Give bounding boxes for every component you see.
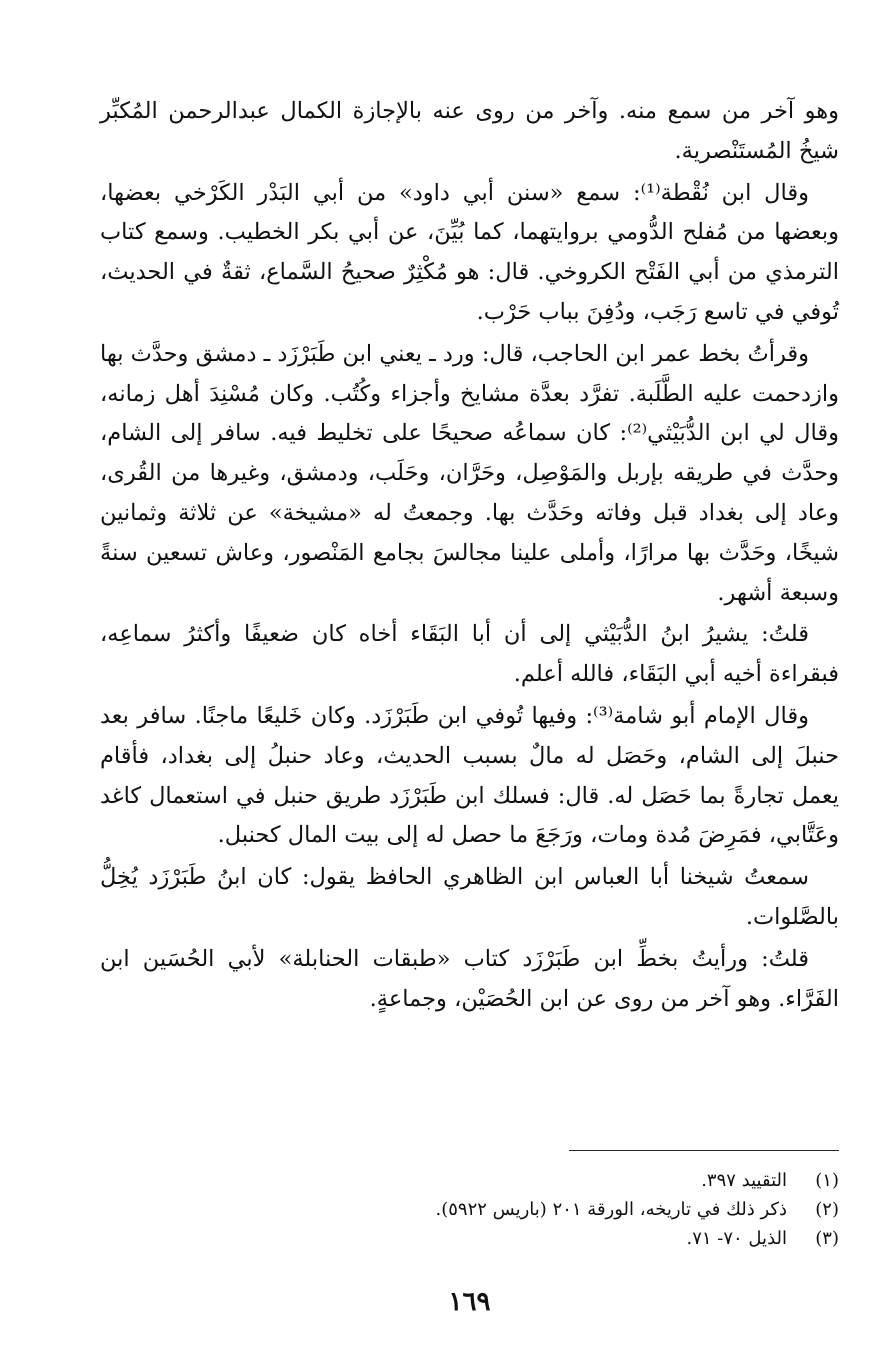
paragraph: وقال ابن نُقْطة⁽¹⁾: سمع «سنن أبي داود» من أبي البَدْر الكَرْخي بعضها، وبعضها من مُفلح الدُّومي بروايتهما، كما بُيِّنَ، عن أبي بكر الخطيب. وسمع كتاب الترمذي من أبي الفَتْح الكروخي. قال: هو مُكْثِرٌ صحيحُ السَّماع، ثقةٌ في الحديث، تُوفي في تاسع رَجَب، ودُفِنَ بباب حَرْب. bbox=[100, 179, 839, 325]
footnote-number: (٢) bbox=[815, 1199, 839, 1220]
footnote bbox=[100, 1166, 839, 1195]
paragraph: وقرأتُ بخط عمر ابن الحاجب، قال: ورد ـ يعني ابن طَبَرْزَد ـ دمشق وحدَّث بها وازدحمت عليه الطَّلَبة. تفرَّد بعدَّة مشايخ وأجزاء وكُتُب. وكان مُسْنِدَ أهل زمانه، وقال لي ابن الدُّبَيْثي⁽²⁾: كان سماعُه صحيحًا على تخليط فيه. سافر إلى الشام، وحدَّث في طريقه بإربل والمَوْصِل، وحَرَّان، وحَلَب، ودمشق، وغيرها من القُرى، وعاد إلى بغداد قبل وفاته وحَدَّث بها. وجمعتُ له «مشيخة» عن ثلاثة وثمانين شيخًا، وحَدَّث بها مرارًا، وأملى علينا مجالسَ بجامع المَنْصور، وعاش تسعين سنةً وسبعة أشهر. bbox=[100, 340, 839, 606]
footnote-divider bbox=[569, 1150, 839, 1151]
paragraph: قلتُ: ورأيتُ بخطِّ ابن طَبَرْزَد كتاب «طبقات الحنابلة» لأبي الحُسَين ابن الفَرَّاء. وهو آخر من روى عن ابن الحُصَيْن، وجماعةٍ. bbox=[100, 945, 839, 1012]
footnotes bbox=[100, 1166, 839, 1253]
footnote-number: (١) bbox=[815, 1170, 839, 1191]
footnote bbox=[100, 1195, 839, 1224]
paragraph: وهو آخر من سمع منه. وآخر من روى عنه بالإجازة الكمال عبدالرحمن المُكبِّر شيخُ المُستَنْصرية. bbox=[100, 98, 839, 164]
paragraph: وقال الإمام أبو شامة⁽³⁾: وفيها تُوفي ابن طَبَرْزَد. وكان خَليعًا ماجنًا. سافر بعد حنبلَ إلى الشام، وحَصَل له مالٌ بسبب الحديث، وعاد حنبلُ إلى بغداد، فأقام يعمل تجارةً بما حَصَل له. قال: فسلك ابن طَبَرْزَد طريق حنبل في استعمال كاغد وعَتَّابي، فمَرِضَ مُدة ومات، ورَجَعَ ما حصل له إلى بيت المال كحنبل. bbox=[100, 702, 839, 849]
main-text bbox=[100, 92, 839, 1019]
footnote-text: ذكر ذلك في تاريخه، الورقة ٢٠١ (باريس ٥٩٢٢). bbox=[435, 1199, 787, 1220]
footnote-text: التقييد ٣٩٧. bbox=[701, 1170, 787, 1191]
footnote-text: الذيل ٧٠- ٧١. bbox=[686, 1228, 787, 1249]
paragraph: سمعتُ شيخنا أبا العباس ابن الظاهري الحافظ يقول: كان ابنُ طَبَرْزَد يُخِلُّ بالصَّلوات. bbox=[100, 864, 839, 930]
footnote-number: (٣) bbox=[815, 1228, 839, 1249]
paragraph: قلتُ: يشيرُ ابنُ الدُّبَيْثي إلى أن أبا البَقَاء أخاه كان ضعيفًا وأكثرُ سماعِه، فبقراءة أخيه أبي البَقَاء، فالله أعلم. bbox=[100, 621, 839, 688]
page-number: ١٦٩ bbox=[448, 1287, 491, 1317]
book-page bbox=[100, 0, 839, 1368]
footnote bbox=[100, 1224, 839, 1253]
